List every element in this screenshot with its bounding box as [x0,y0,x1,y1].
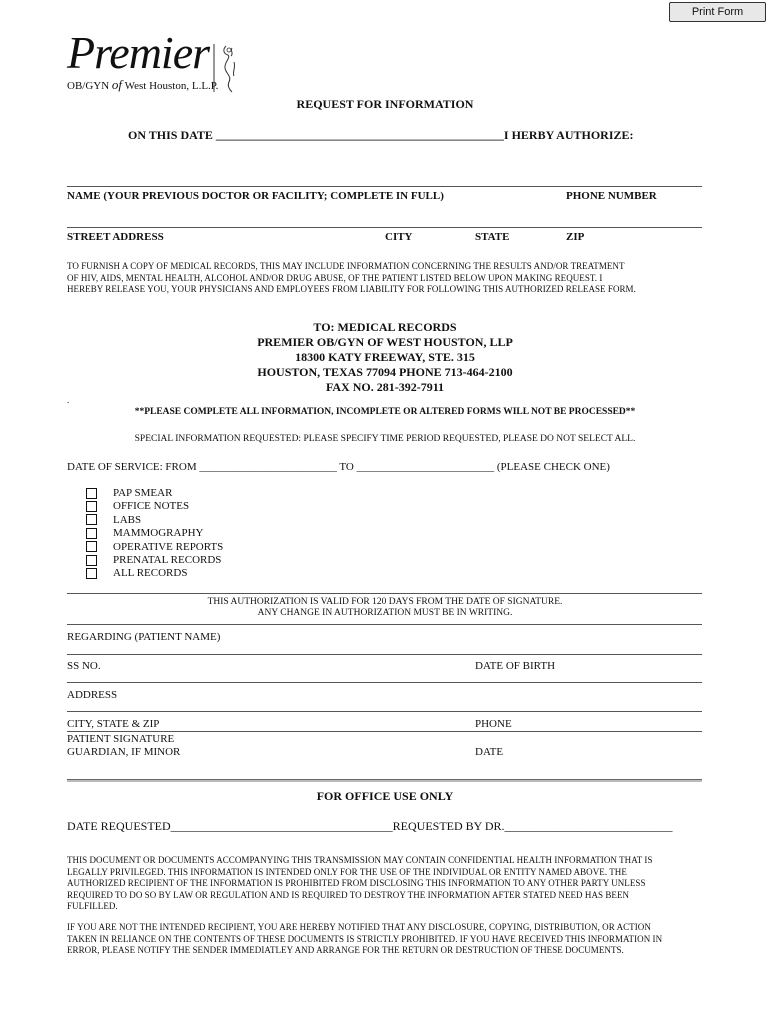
divider-provider-name [67,186,702,187]
confidential-line: REQUIRED TO DO SO BY LAW OR REGULATION AND IS REQUIRED TO DESTROY THE INFORMATION AFTER STATED NEED HAS BEEN [67,889,630,900]
check-label-pap-smear: PAP SMEAR [113,487,173,499]
confidential-line: THIS DOCUMENT OR DOCUMENTS ACCOMPANYING THIS TRANSMISSION MAY CONTAIN CONFIDENTIAL HEALTH INFORMATION THAT IS [67,855,653,865]
checkbox-pap-smear[interactable] [86,488,97,499]
logo-subtitle [67,79,218,92]
address-label: ADDRESS [67,689,118,701]
release-line: TO FURNISH A COPY OF MEDICAL RECORDS, THIS MAY INCLUDE INFORMATION CONCERNING THE RESULTS AND/OR TREATMENT [67,261,625,271]
patient-name-label: REGARDING (PATIENT NAME) [67,631,221,643]
logo-sub-of: of [111,77,123,92]
confidential-line: TAKEN IN RELIANCE ON THE CONTENTS OF THESE DOCUMENTS IS STRICTLY PROHIBITED. IF YOU HAVE RECEIVED THIS INFORMATION IN [67,933,663,944]
divider-ssn [67,682,702,683]
city-state-zip-label: CITY, STATE & ZIP [67,718,160,730]
print-form-button[interactable]: Print Form [669,2,766,22]
provider-city-label: CITY [385,231,413,243]
ssn-label: SS NO. [67,660,101,672]
confidential-line: FULFILLED. [67,901,118,911]
confidential-line: AUTHORIZED RECIPIENT OF THE INFORMATION IS PROHIBITED FROM DISCLOSING THIS INFORMATION TO ANY OTHER PARTY UNLESS [67,878,646,888]
provider-state-label: STATE [475,231,510,243]
check-label-labs: LABS [113,514,142,526]
logo-sub-a: OB/GYN [67,80,112,92]
validity-line: THIS AUTHORIZATION IS VALID FOR 120 DAYS FROM THE DATE OF SIGNATURE. [207,597,563,607]
date-requested-line: DATE REQUESTED_____________________________________REQUESTED BY DR.____________________________ [67,819,673,833]
provider-street-label: STREET ADDRESS [67,231,164,243]
divider-city [67,731,702,732]
divider-address [67,711,702,712]
validity-note [0,597,770,619]
records-address-block [0,320,770,395]
confidentiality-paragraph-2 [67,922,662,957]
divider-validity [67,593,702,594]
address-line: FAX NO. 281-392-7911 [325,380,445,394]
divider-patient [67,624,702,625]
checkbox-prenatal-records[interactable] [86,555,97,566]
release-line: HEREBY RELEASE YOU, YOUR PHYSICIANS AND EMPLOYEES FROM LIABILITY FOR FOLLOWING THIS AUTHORIZED RELEASE FORM. [67,284,636,294]
confidential-line: LEGALLY PRIVILEGED. THIS INFORMATION IS INTENDED ONLY FOR THE USE OF THE INDIVIDUAL OR ENTITY NAMED ABOVE. THE [67,866,627,877]
address-line: 18300 KATY FREEWAY, STE. 315 [295,350,475,364]
checkbox-labs[interactable] [86,514,97,525]
check-label-mammography: MAMMOGRAPHY [113,527,204,539]
address-line: PREMIER OB/GYN OF WEST HOUSTON, LLP [257,335,513,349]
provider-phone-label: PHONE NUMBER [566,190,657,202]
validity-line: ANY CHANGE IN AUTHORIZATION MUST BE IN WRITING. [257,608,513,618]
authorize-prefix: ON THIS DATE [128,128,213,142]
authorize-date-blank[interactable]: ________________________________________________ [215,128,504,142]
check-label-all-records: ALL RECORDS [113,567,188,579]
authorize-suffix: I HERBY AUTHORIZE: [503,128,634,142]
release-paragraph [67,261,636,296]
logo-wordmark: Premier [67,27,210,78]
check-label-operative-reports: OPERATIVE REPORTS [113,541,224,553]
divider-provider-address [67,227,702,228]
provider-zip-label: ZIP [566,231,585,243]
confidential-line: IF YOU ARE NOT THE INTENDED RECIPIENT, YOU ARE HEREBY NOTIFIED THAT ANY DISCLOSURE, COPYING, DISTRIBUTION, OR ACTION [67,922,651,932]
guardian-label: GUARDIAN, IF MINOR [67,746,181,758]
provider-name-label: NAME (YOUR PREVIOUS DOCTOR OR FACILITY; COMPLETE IN FULL) [67,190,444,202]
office-use-heading: FOR OFFICE USE ONLY [316,789,454,803]
incomplete-form-warning: **PLEASE COMPLETE ALL INFORMATION, INCOMPLETE OR ALTERED FORMS WILL NOT BE PROCESSED** [134,407,636,417]
patient-phone-label: PHONE [475,718,512,730]
check-label-office-notes: OFFICE NOTES [113,500,190,512]
checkbox-office-notes[interactable] [86,501,97,512]
special-info-instruction: SPECIAL INFORMATION REQUESTED: PLEASE SPECIFY TIME PERIOD REQUESTED, PLEASE DO NOT SELECT ALL. [134,434,636,444]
confidentiality-paragraph-1 [67,855,653,913]
divider-office-use [67,779,702,782]
authorize-line [128,129,634,142]
patient-signature-label: PATIENT SIGNATURE [67,733,175,745]
stray-dot: . [67,395,70,405]
logo-sub-b: West Houston, L.L.P. [122,80,219,92]
confidential-line: ERROR, PLEASE NOTIFY THE SENDER IMMEDIATLEY AND ARRANGE FOR THE RETURN OR DESTRUCTION OF THESE DOCUMENTS. [67,945,624,955]
release-line: OF HIV, AIDS, MENTAL HEALTH, ALCOHOL AND/OR DRUG ABUSE, OF THE PATIENT LISTED BELOW UPON MAKING REQUEST. I [67,272,603,283]
checkbox-mammography[interactable] [86,528,97,539]
checkbox-operative-reports[interactable] [86,541,97,552]
signature-date-label: DATE [475,746,504,758]
date-of-service-line: DATE OF SERVICE: FROM _________________________ TO _________________________ (PLEASE CHECK ONE) [67,461,610,473]
divider-patient-name [67,654,702,655]
checkbox-all-records[interactable] [86,568,97,579]
check-label-prenatal-records: PRENATAL RECORDS [113,554,222,566]
dob-label: DATE OF BIRTH [475,660,556,672]
form-title: REQUEST FOR INFORMATION [296,97,474,111]
address-line: TO: MEDICAL RECORDS [313,320,457,334]
logo-figure-icon [212,42,240,94]
address-line: HOUSTON, TEXAS 77094 PHONE 713-464-2100 [257,365,513,379]
